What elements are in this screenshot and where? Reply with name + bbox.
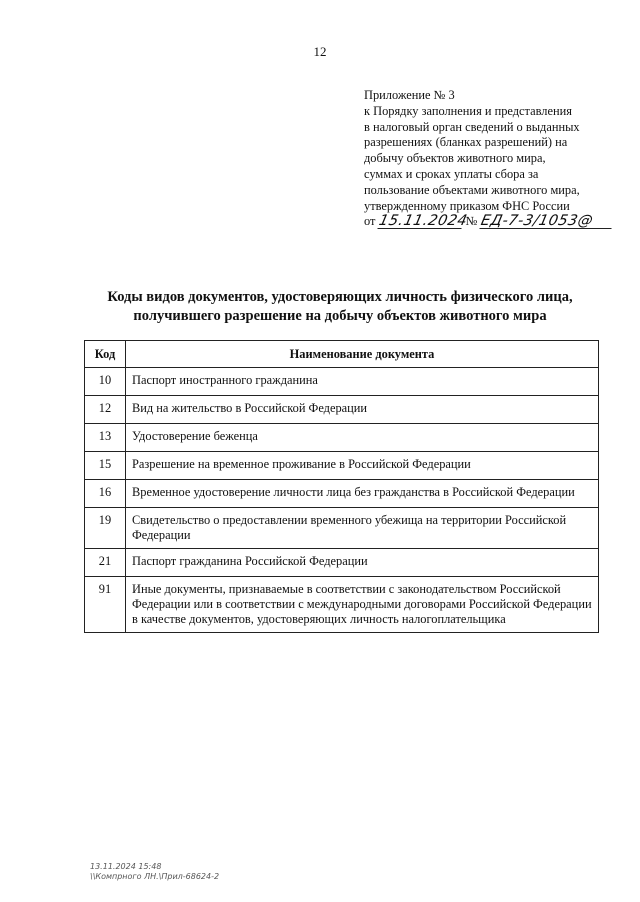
- appendix-line: в налоговый орган сведений о выданных: [364, 119, 580, 134]
- appendix-block: [364, 88, 626, 230]
- document-code: 91: [85, 577, 126, 633]
- document-name: Вид на жительство в Российской Федерации: [126, 396, 599, 424]
- number-label: №: [465, 214, 478, 229]
- footer-timestamp: 13.11.2024 15:48: [90, 862, 162, 871]
- document-code: 16: [85, 480, 126, 508]
- appendix-line: утвержденному приказом ФНС России: [364, 198, 570, 213]
- table-row: [85, 452, 599, 480]
- document-name: Паспорт иностранного гражданина: [126, 368, 599, 396]
- document-code: 21: [85, 549, 126, 577]
- document-heading: [80, 288, 600, 326]
- from-label: от: [364, 214, 376, 229]
- document-code: 12: [85, 396, 126, 424]
- document-name: Паспорт гражданина Российской Федерации: [126, 549, 599, 577]
- document-code: 10: [85, 368, 126, 396]
- table-row: [85, 577, 599, 633]
- order-reference-line: [364, 214, 626, 230]
- page-number: 12: [313, 44, 327, 59]
- appendix-line: к Порядку заполнения и представления: [364, 103, 572, 118]
- document-name: Разрешение на временное проживание в Российской Федерации: [126, 452, 599, 480]
- appendix-line: разрешениях (бланках разрешений) на: [364, 135, 568, 150]
- column-header-name: Наименование документа: [126, 341, 599, 368]
- document-name: Свидетельство о предоставлении временного убежища на территории Российской Федерации: [126, 508, 599, 549]
- footer-stamp: [90, 862, 219, 882]
- table-row: [85, 549, 599, 577]
- document-codes-table: [84, 340, 599, 633]
- table-row: [85, 396, 599, 424]
- document-name: Удостоверение беженца: [126, 424, 599, 452]
- document-name: Иные документы, признаваемые в соответствии с законодательством Российской Федерации или в соответствии с международными договорами Российской Федерации в качестве документов, удостоверяющих личность налогоплательщика: [126, 577, 599, 633]
- handwritten-date: 15.11.2024: [376, 213, 469, 230]
- table-row: [85, 368, 599, 396]
- heading-line-1: Коды видов документов, удостоверяющих личность физического лица,: [107, 289, 573, 305]
- appendix-line: Приложение № 3: [364, 88, 455, 102]
- heading-line-2: получившего разрешение на добычу объектов животного мира: [133, 308, 547, 324]
- document-name: Временное удостоверение личности лица без гражданства в Российской Федерации: [126, 480, 599, 508]
- table-row: [85, 480, 599, 508]
- appendix-line: добычу объектов животного мира,: [364, 151, 546, 166]
- document-code: 13: [85, 424, 126, 452]
- document-code: 15: [85, 452, 126, 480]
- table-row: [85, 508, 599, 549]
- appendix-line: суммах и сроках уплаты сбора за: [364, 166, 539, 181]
- document-code: 19: [85, 508, 126, 549]
- appendix-line: пользование объектами животного мира,: [364, 182, 580, 197]
- footer-file-path: \\Компрного ЛН.\Прил-68624-2: [90, 872, 220, 881]
- column-header-code: Код: [85, 341, 126, 368]
- table-row: [85, 424, 599, 452]
- table-header-row: [85, 341, 599, 368]
- handwritten-order-number: ЕД-7-3/1053@: [479, 214, 614, 229]
